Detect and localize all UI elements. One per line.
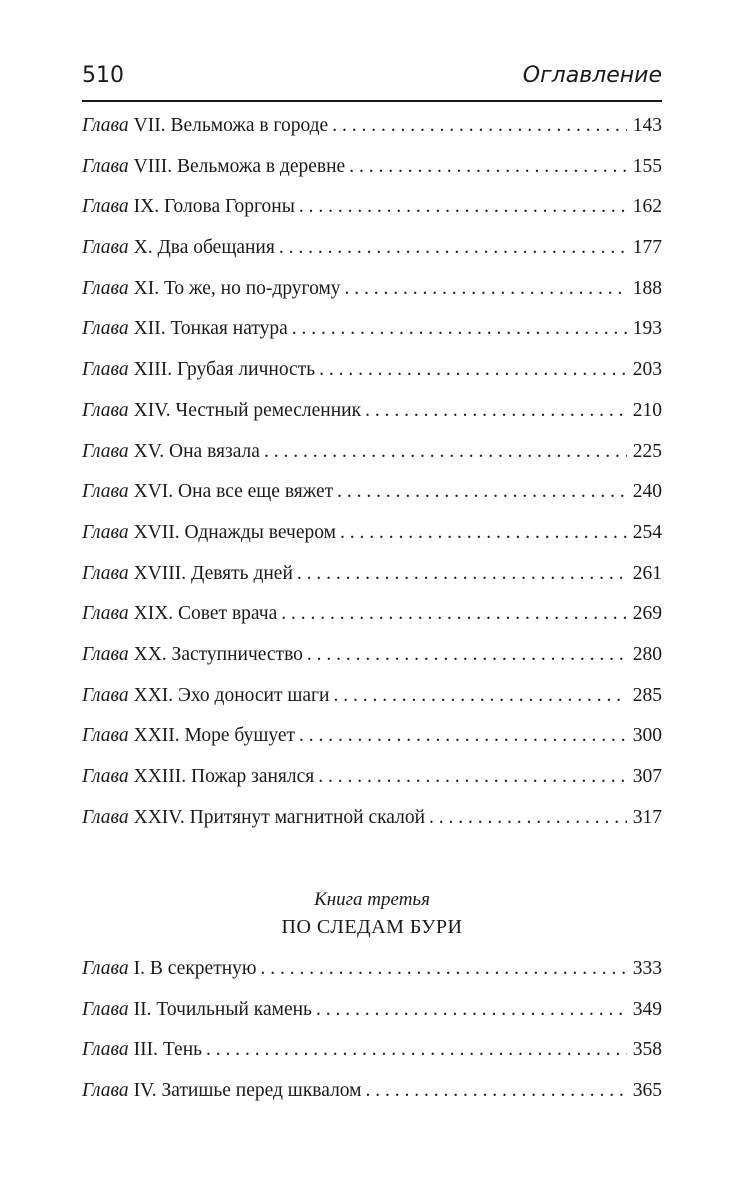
page-number: 510 xyxy=(82,63,124,88)
chapter-word: Глава xyxy=(82,318,129,340)
dot-leader xyxy=(299,193,627,221)
chapter-title: XVI. Она все еще вяжет xyxy=(133,481,334,503)
section-title: Оглавление xyxy=(522,63,662,88)
chapter-title: XV. Она вязала xyxy=(133,440,260,462)
page-ref: 269 xyxy=(632,603,662,625)
chapter-word: Глава xyxy=(82,1080,129,1102)
book-label: Книга третья xyxy=(314,889,430,910)
page-ref: 225 xyxy=(632,440,662,462)
chapter-word: Глава xyxy=(82,958,129,979)
chapter-title: XX. Заступничество xyxy=(133,643,303,665)
chapter-title: VIII. Вельможа в деревне xyxy=(133,155,346,177)
toc-entry[interactable] xyxy=(82,1077,662,1118)
page-ref: 365 xyxy=(632,1080,662,1102)
toc-entry[interactable] xyxy=(82,193,662,234)
dot-leader xyxy=(365,397,627,425)
dot-leader xyxy=(299,722,627,750)
chapter-title: I. В секретную xyxy=(133,958,257,979)
page-ref: 177 xyxy=(632,237,662,259)
running-head xyxy=(82,60,662,102)
chapter-word: Глава xyxy=(82,115,129,136)
chapter-title: XXIII. Пожар занялся xyxy=(133,766,315,787)
chapter-word: Глава xyxy=(82,155,129,177)
dot-leader xyxy=(345,275,627,303)
toc-entry[interactable] xyxy=(82,112,662,153)
toc-entry[interactable] xyxy=(82,763,662,804)
dot-leader xyxy=(206,1036,627,1064)
toc-entry[interactable] xyxy=(82,600,662,641)
dot-leader xyxy=(260,955,626,983)
page-ref: 240 xyxy=(632,481,662,503)
page-ref: 210 xyxy=(632,399,662,421)
chapter-word: Глава xyxy=(82,806,129,828)
toc-entry[interactable] xyxy=(82,804,662,845)
dot-leader xyxy=(318,763,626,791)
page-ref: 358 xyxy=(632,1039,662,1061)
chapter-title: X. Два обещания xyxy=(133,237,275,259)
chapter-word: Глава xyxy=(82,1039,129,1061)
chapter-title: XIX. Совет врача xyxy=(133,603,278,625)
toc-entry[interactable] xyxy=(82,519,662,560)
chapter-title: XII. Тонкая натура xyxy=(133,318,288,340)
page-ref: 300 xyxy=(632,725,662,747)
chapter-word: Глава xyxy=(82,725,129,747)
page-ref: 188 xyxy=(632,277,662,299)
chapter-word: Глава xyxy=(82,440,129,462)
dot-leader xyxy=(297,560,627,588)
chapter-title: III. Тень xyxy=(133,1039,203,1061)
dot-leader xyxy=(292,315,627,343)
chapter-title: XVII. Однажды вечером xyxy=(133,521,336,543)
toc-entry[interactable] xyxy=(82,682,662,723)
chapter-word: Глава xyxy=(82,399,129,421)
chapter-title: XVIII. Девять дней xyxy=(133,562,293,584)
dot-leader xyxy=(334,682,627,710)
dot-leader xyxy=(366,1077,627,1105)
chapter-word: Глава xyxy=(82,521,129,543)
toc-entry[interactable] xyxy=(82,275,662,316)
page-ref: 307 xyxy=(632,766,662,787)
dot-leader xyxy=(281,600,627,628)
toc-entry[interactable] xyxy=(82,438,662,479)
page-ref: 261 xyxy=(632,562,662,584)
toc-entry[interactable] xyxy=(82,315,662,356)
dot-leader xyxy=(279,234,627,262)
toc-entry[interactable] xyxy=(82,356,662,397)
book-title: ПО СЛЕДАМ БУРИ xyxy=(281,916,463,938)
toc-entry[interactable] xyxy=(82,996,662,1037)
toc-entry[interactable] xyxy=(82,153,662,194)
dot-leader xyxy=(337,478,627,506)
page-ref: 280 xyxy=(632,643,662,665)
toc-entry[interactable] xyxy=(82,397,662,438)
chapter-word: Глава xyxy=(82,766,129,787)
dot-leader xyxy=(429,804,627,832)
page-ref: 143 xyxy=(632,115,662,136)
page-ref: 203 xyxy=(632,359,662,381)
page-ref: 333 xyxy=(632,958,662,979)
chapter-word: Глава xyxy=(82,643,129,665)
toc-entry[interactable] xyxy=(82,722,662,763)
page-ref: 349 xyxy=(632,998,662,1020)
dot-leader xyxy=(319,356,627,384)
dot-leader xyxy=(316,996,627,1024)
chapter-title: XIII. Грубая личность xyxy=(133,359,316,381)
chapter-word: Глава xyxy=(82,481,129,503)
page-ref: 193 xyxy=(632,318,662,340)
chapter-word: Глава xyxy=(82,562,129,584)
chapter-title: II. Точильный камень xyxy=(133,998,312,1020)
page-ref: 155 xyxy=(632,155,662,177)
chapter-title: XXII. Море бушует xyxy=(133,725,296,747)
chapter-word: Глава xyxy=(82,237,129,259)
chapter-word: Глава xyxy=(82,277,129,299)
page-ref: 254 xyxy=(632,521,662,543)
chapter-title: VII. Вельможа в городе xyxy=(133,115,329,136)
chapter-title: IV. Затишье перед шквалом xyxy=(133,1080,362,1102)
chapter-title: XIV. Честный ремесленник xyxy=(133,399,362,421)
chapter-title: XXI. Эхо доносит шаги xyxy=(133,684,330,706)
chapter-word: Глава xyxy=(82,684,129,706)
dot-leader xyxy=(332,112,627,140)
toc-list-part-two xyxy=(82,112,662,844)
chapter-word: Глава xyxy=(82,196,129,218)
toc-entry[interactable] xyxy=(82,1036,662,1077)
toc-entry[interactable] xyxy=(82,955,662,996)
toc-entry[interactable] xyxy=(82,234,662,275)
chapter-title: XXIV. Притянут магнитной скалой xyxy=(133,806,426,828)
dot-leader xyxy=(307,641,627,669)
chapter-word: Глава xyxy=(82,998,129,1020)
page-ref: 285 xyxy=(632,684,662,706)
page-ref: 162 xyxy=(632,196,662,218)
dot-leader xyxy=(340,519,627,547)
book-three-heading xyxy=(82,888,662,942)
toc-entry[interactable] xyxy=(82,641,662,682)
toc-entry[interactable] xyxy=(82,478,662,519)
dot-leader xyxy=(349,153,627,181)
chapter-word: Глава xyxy=(82,359,129,381)
chapter-title: XI. То же, но по-другому xyxy=(133,277,341,299)
dot-leader xyxy=(264,438,627,466)
chapter-word: Глава xyxy=(82,603,129,625)
toc-list-part-three xyxy=(82,955,662,1118)
page-ref: 317 xyxy=(632,806,662,828)
chapter-title: IX. Голова Горгоны xyxy=(133,196,295,218)
toc-entry[interactable] xyxy=(82,560,662,601)
